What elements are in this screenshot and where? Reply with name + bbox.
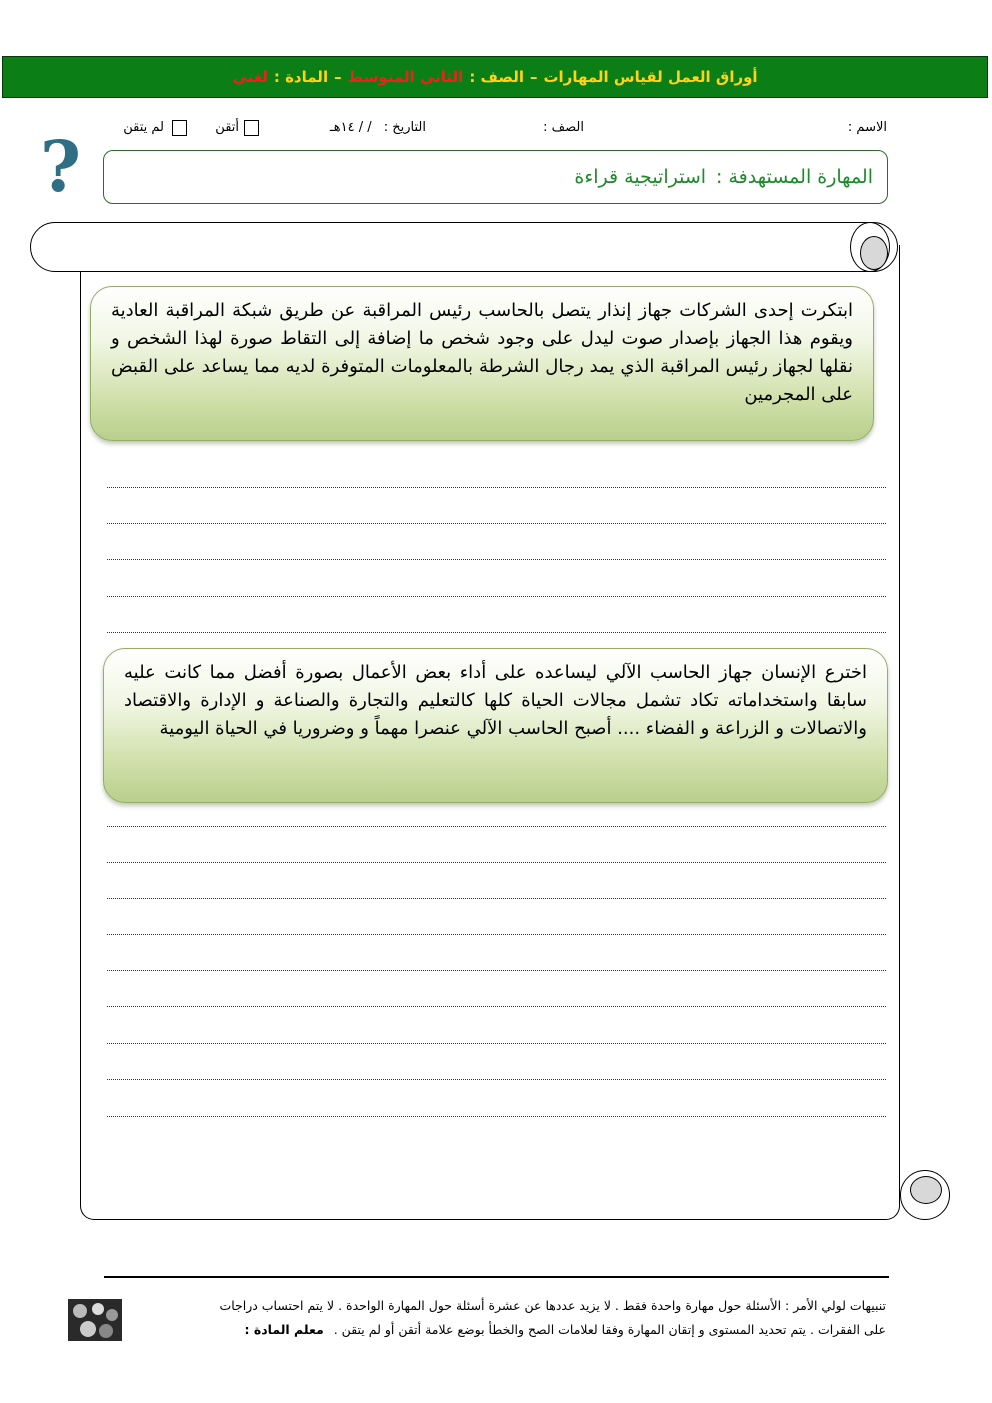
banner-subject-label: المادة :: [273, 68, 329, 86]
answer-line[interactable]: [107, 970, 886, 971]
class-field[interactable]: [543, 120, 584, 135]
banner-grade-label: الصف :: [469, 68, 524, 86]
answer-line[interactable]: [107, 1079, 886, 1080]
banner-separator: –: [334, 68, 342, 86]
class-label: الصف :: [543, 120, 584, 135]
skill-label: المهارة المستهدفة :: [716, 166, 873, 188]
mastered-label: أتقن: [215, 120, 239, 135]
question-mark-icon: ?: [40, 125, 82, 208]
banner-subject-value: لغتي: [232, 68, 268, 86]
banner-grade-value: الثاني المتوسط: [347, 68, 464, 86]
answer-line[interactable]: [107, 898, 886, 899]
name-label: الاسم :: [847, 120, 887, 135]
answer-line[interactable]: [107, 1116, 886, 1117]
not-mastered-checkbox[interactable]: [172, 120, 187, 136]
mastered-option[interactable]: [244, 120, 259, 136]
scroll-curl-bottom-inner: [910, 1176, 942, 1204]
footer-note-line-2: [130, 1322, 886, 1337]
target-skill-box: [103, 150, 888, 204]
footer-note-line-1: تنبيهات لولي الأمر : الأسئلة حول مهارة واحدة فقط . لا يزيد عددها عن عشرة أسئلة حول المهارة الواحدة . لا يتم احتساب دراجات: [219, 1298, 886, 1313]
not-mastered-option[interactable]: [172, 120, 187, 136]
not-mastered-label: لم يتقن: [123, 120, 164, 135]
not-mastered-label-wrap: [123, 120, 164, 135]
footer-divider: [104, 1276, 889, 1278]
scroll-top-roll: [30, 222, 898, 272]
answer-line[interactable]: [107, 596, 886, 597]
skill-value: استراتيجية قراءة: [574, 166, 707, 188]
answer-line[interactable]: [107, 1043, 886, 1044]
mastered-label-wrap: [215, 120, 239, 135]
answer-line[interactable]: [107, 559, 886, 560]
answer-line[interactable]: [107, 934, 886, 935]
reading-passage-2: اخترع الإنسان جهاز الحاسب الآلي ليساعده على أداء بعض الأعمال بصورة أفضل مما كانت عليه سابقا واستخداماته تكاد تشمل مجالات الحياة كلها كالتعليم والتجارة والصناعة و الإدارة والاقتصاد والاتصالات و الزراعة و الفضاء .... أصبح الحاسب الآلي عنصرا مهماً و وضروريا في الحياة اليومية: [103, 648, 888, 803]
answer-line[interactable]: [107, 1006, 886, 1007]
teacher-label: معلم المادة :: [244, 1322, 324, 1337]
answer-line[interactable]: [107, 862, 886, 863]
answer-line[interactable]: [107, 523, 886, 524]
logo-icon: [68, 1299, 122, 1341]
title-banner: [2, 56, 988, 98]
date-field[interactable]: [330, 120, 426, 135]
answer-line[interactable]: [107, 487, 886, 488]
mastered-checkbox[interactable]: [244, 120, 259, 136]
reading-passage-1: ابتكرت إحدى الشركات جهاز إنذار يتصل بالحاسب رئيس المراقبة عن طريق شبكة المراقبة العادية ويقوم هذا الجهاز بإصدار صوت ليدل على وجود شخص ما إضافة إلى التقاط صورة لهذا الشخص و نقلها لجهاز رئيس المراقبة الذي يمد رجال الشرطة بالمعلومات المتوفرة لديه مما يساعد على القبض على المجرمين: [90, 286, 874, 441]
banner-separator: –: [529, 68, 538, 86]
date-label: التاريخ :: [383, 120, 426, 135]
answer-line[interactable]: [107, 826, 886, 827]
date-value: / / ١٤هـ: [329, 120, 372, 135]
name-field[interactable]: [848, 120, 887, 135]
banner-title: أوراق العمل لقياس المهارات: [543, 68, 758, 86]
scroll-curl-top-inner: [860, 236, 888, 270]
answer-line[interactable]: [107, 632, 886, 633]
footer-note-text: على الفقرات . يتم تحديد المستوى و إتقان المهارة وفقا لعلامات الصح والخطأ بوضع علامة أتقن أو لم يتقن .: [333, 1322, 886, 1337]
